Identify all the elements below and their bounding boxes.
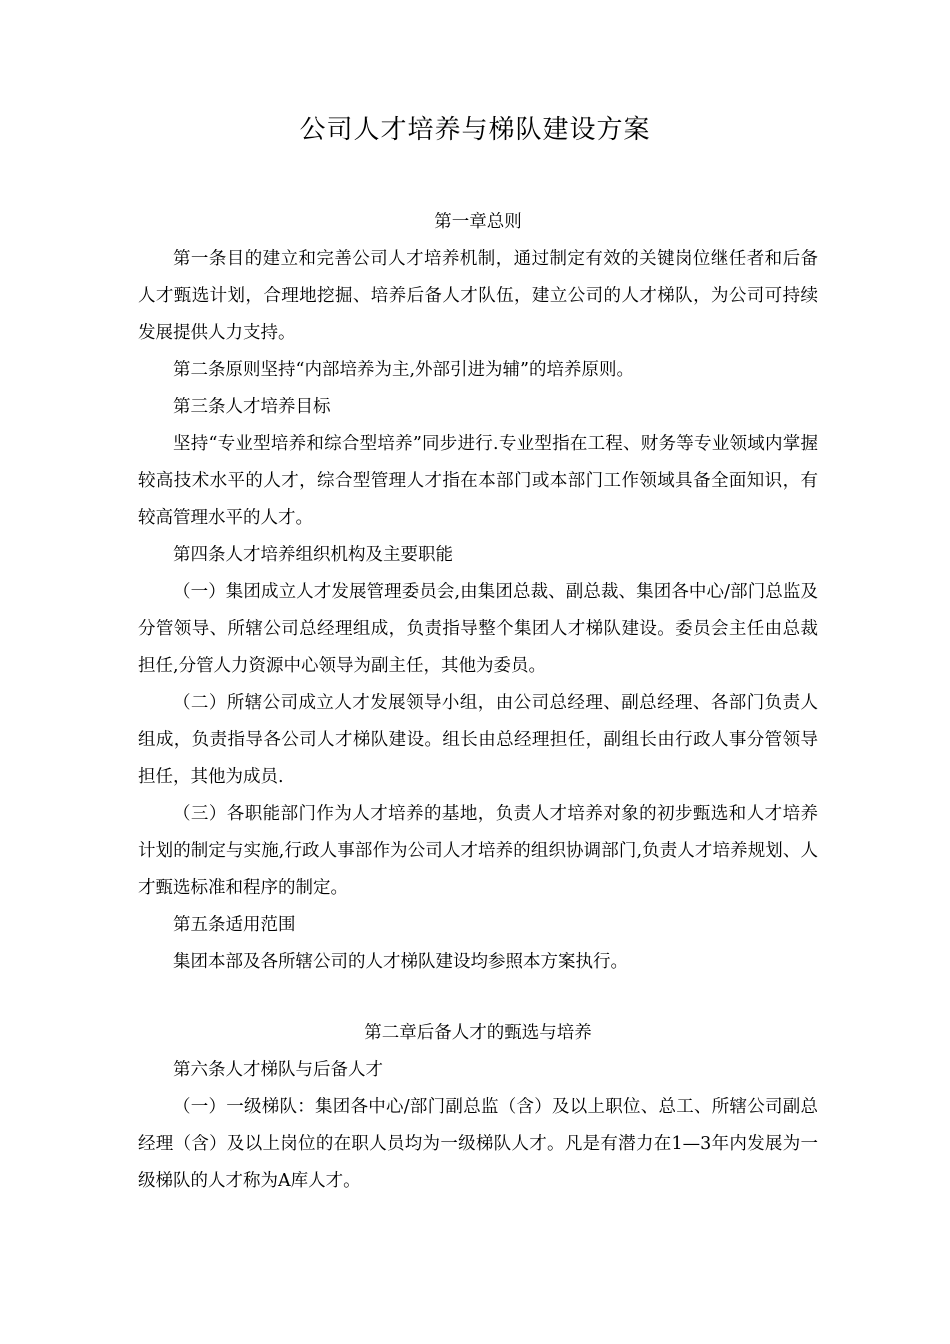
article-paragraph: （一）集团成立人才发展管理委员会,由集团总裁、副总裁、集团各中心/部门总监及分管领导、所辖公司总经理组成，负责指导整个集团人才梯队建设。委员会主任由总裁担任,分管人力资源中心领导为副主任，其他为委员。	[138, 582, 818, 676]
document-body	[138, 204, 818, 1200]
article-paragraph: 集团本部及各所辖公司的人才梯队建设均参照本方案执行。	[173, 952, 628, 972]
article-paragraph: 坚持“专业型培养和综合型培养”同步进行.专业型指在工程、财务等专业领域内掌握较高技术水平的人才，综合型管理人才指在本部门或本部门工作领域具备全面知识，有较高管理水平的人才。	[138, 434, 818, 528]
article-paragraph: 第二条原则坚持“内部培养为主,外部引进为辅”的培养原则。	[173, 360, 634, 380]
article-paragraph: （二）所辖公司成立人才发展领导小组，由公司总经理、副总经理、各部门负责人组成，负责指导各公司人才梯队建设。组长由总经理担任，副组长由行政人事分管领导担任，其他为成员.	[138, 693, 818, 787]
article-paragraph: 第五条适用范围	[173, 915, 296, 935]
article-paragraph: 第三条人才培养目标	[173, 397, 331, 417]
document-title: 公司人才培养与梯队建设方案	[299, 115, 651, 145]
article-paragraph: 第一条目的建立和完善公司人才培养机制，通过制定有效的关键岗位继任者和后备人才甄选计划，合理地挖掘、培养后备人才队伍，建立公司的人才梯队，为公司可持续发展提供人力支持。	[138, 249, 818, 343]
section-gap	[138, 981, 818, 1015]
chapter-heading: 第一章总则	[434, 212, 522, 232]
article-paragraph: 第四条人才培养组织机构及主要职能	[173, 545, 453, 565]
article-paragraph: （三）各职能部门作为人才培养的基地，负责人才培养对象的初步甄选和人才培养计划的制定与实施,行政人事部作为公司人才培养的组织协调部门,负责人才培养规划、人才甄选标准和程序的制定。	[138, 804, 818, 898]
chapter-heading: 第二章后备人才的甄选与培养	[364, 1023, 592, 1043]
article-paragraph: （一）一级梯队：集团各中心/部门副总监（含）及以上职位、总工、所辖公司副总经理（含）及以上岗位的在职人员均为一级梯队人才。凡是有潜力在1—3年内发展为一级梯队的人才称为A库人才。	[138, 1097, 818, 1191]
article-paragraph: 第六条人才梯队与后备人才	[173, 1060, 383, 1080]
